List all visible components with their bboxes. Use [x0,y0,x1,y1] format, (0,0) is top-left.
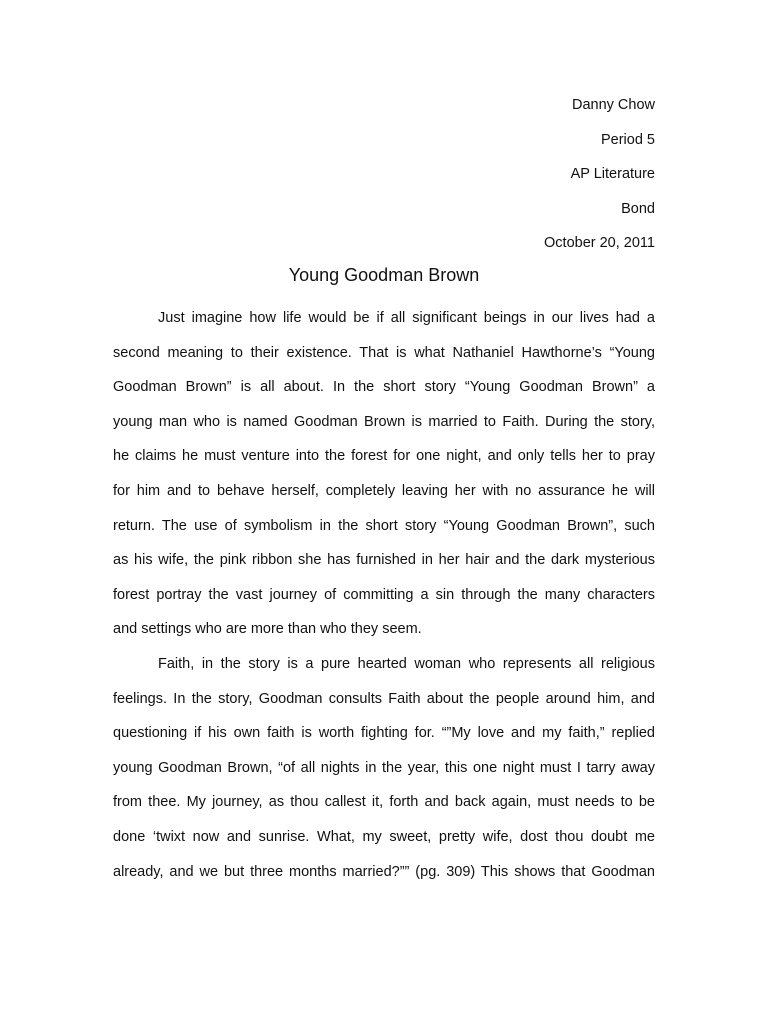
text-line: from thee. My journey, as thou callest it, forth and back again, must needs to be [113,794,655,811]
text-line: for him and to behave herself, completely leaving her with no assurance he will [113,482,655,499]
text-line: young man who is named Goodman Brown is married to Faith. During the story, [113,413,655,430]
text-line: return. The use of symbolism in the short story “Young Goodman Brown”, such [113,517,655,534]
header-block [544,88,655,261]
essay-body [113,301,655,889]
class-period: Period 5 [600,131,655,148]
teacher-name: Bond [621,200,655,217]
text-line: Just imagine how life would be if all significant beings in our lives had a [158,310,655,326]
course-name: AP Literature [570,166,655,182]
paragraph-2 [113,647,655,889]
text-line: Goodman Brown” is all about. In the short story “Young Goodman Brown” a [113,379,655,396]
text-line: as his wife, the pink ribbon she has furnished in her hair and the dark mysterious [113,552,655,569]
author-name: Danny Chow [571,97,655,113]
text-line: Faith, in the story is a pure hearted woman who represents all religious [158,655,655,672]
text-line: and settings who are more than who they seem. [113,621,422,638]
essay-title: Young Goodman Brown [288,265,480,285]
text-line: done ‘twixt now and sunrise. What, my sweet, pretty wife, dost thou doubt me [113,828,655,845]
text-line: forest portray the vast journey of committing a sin through the many characters [113,586,655,603]
text-line: already, and we but three months married?”” (pg. 309) This shows that Goodman [113,863,655,880]
text-line: young Goodman Brown, “of all nights in the year, this one night must I tarry away [113,759,655,776]
text-line: feelings. In the story, Goodman consults Faith about the people around him, and [113,690,655,707]
paragraph-1 [113,301,655,647]
text-line: second meaning to their existence. That is what Nathaniel Hawthorne’s “Young [113,344,655,361]
text-line: he claims he must venture into the forest for one night, and only tells her to pray [113,448,655,465]
essay-date: October 20, 2011 [544,235,655,251]
text-line: questioning if his own faith is worth fighting for. “”My love and my faith,” replied [113,725,655,742]
